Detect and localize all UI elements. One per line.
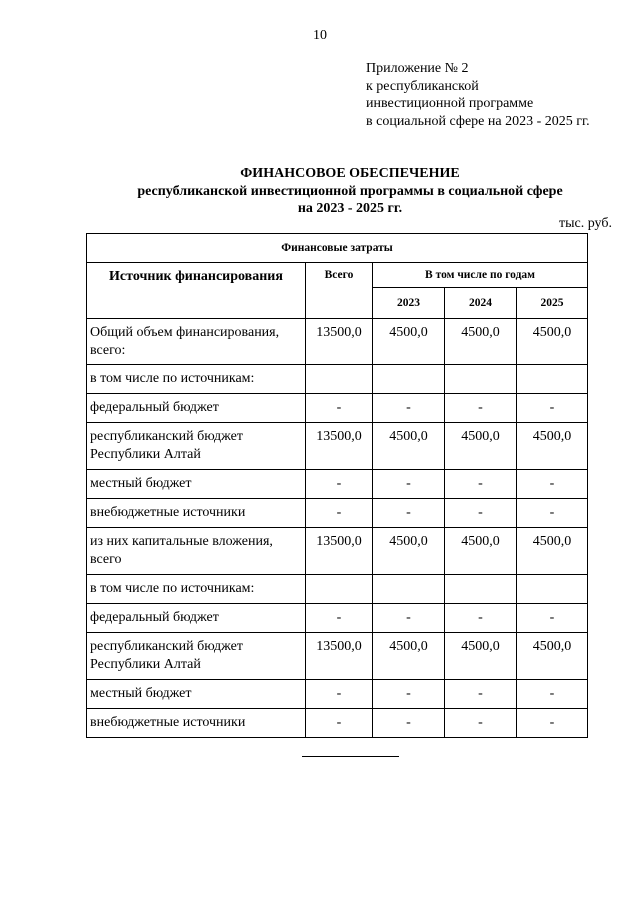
- table-row: [87, 528, 588, 575]
- footer-divider: [302, 756, 399, 757]
- cell-2025: -: [517, 709, 588, 738]
- appendix-note: [366, 60, 590, 130]
- cell-2025: -: [517, 394, 588, 423]
- cell-2023: -: [373, 709, 445, 738]
- page-number: 10: [313, 28, 327, 43]
- cell-2025: 4500,0: [517, 319, 588, 365]
- cell-2023: [373, 365, 445, 394]
- cell-2024: [445, 365, 517, 394]
- table-row: [87, 575, 588, 604]
- cell-2025: 4500,0: [517, 633, 588, 680]
- cell-2024: -: [445, 499, 517, 528]
- cell-2023: 4500,0: [373, 633, 445, 680]
- row-label: из них капитальные вложения, всего: [87, 528, 306, 575]
- cell-total: 13500,0: [306, 423, 373, 470]
- row-label: республиканский бюджет Республики Алтай: [87, 423, 306, 470]
- cell-2023: -: [373, 394, 445, 423]
- appendix-line: инвестиционной программе: [366, 96, 534, 111]
- table-row: [87, 365, 588, 394]
- cell-2024: 4500,0: [445, 423, 517, 470]
- cell-total: 13500,0: [306, 528, 373, 575]
- cell-2024: 4500,0: [445, 319, 517, 365]
- table-row: [87, 319, 588, 365]
- cell-2025: -: [517, 604, 588, 633]
- row-label: местный бюджет: [87, 470, 306, 499]
- cell-2023: 4500,0: [373, 423, 445, 470]
- row-label: республиканский бюджет Республики Алтай: [87, 633, 306, 680]
- cell-2024: -: [445, 680, 517, 709]
- cell-total: -: [306, 499, 373, 528]
- row-label: местный бюджет: [87, 680, 306, 709]
- cell-2023: -: [373, 604, 445, 633]
- financing-table: [86, 233, 588, 738]
- table-row: [87, 709, 588, 738]
- appendix-line: к республиканской: [366, 78, 479, 94]
- cell-2025: -: [517, 470, 588, 499]
- cell-2024: 4500,0: [445, 528, 517, 575]
- title-line-1: ФИНАНСОВОЕ ОБЕСПЕЧЕНИЕ: [240, 166, 460, 181]
- table-row: [87, 499, 588, 528]
- cell-2025: [517, 575, 588, 604]
- header-by-years: В том числе по годам: [373, 263, 588, 288]
- table-row: [87, 423, 588, 470]
- cell-2025: -: [517, 680, 588, 709]
- cell-total: -: [306, 604, 373, 633]
- header-total: Всего: [306, 263, 373, 319]
- cell-2025: -: [517, 499, 588, 528]
- cell-total: 13500,0: [306, 319, 373, 365]
- table-row: [87, 604, 588, 633]
- cell-total: -: [306, 709, 373, 738]
- header-costs: Финансовые затраты: [87, 234, 588, 263]
- cell-2023: [373, 575, 445, 604]
- title-line-3: на 2023 - 2025 гг.: [297, 201, 403, 216]
- cell-2023: 4500,0: [373, 319, 445, 365]
- cell-2024: -: [445, 394, 517, 423]
- header-year-2025: 2025: [517, 288, 588, 319]
- cell-2024: -: [445, 709, 517, 738]
- cell-2025: [517, 365, 588, 394]
- cell-2023: -: [373, 499, 445, 528]
- row-label: в том числе по источникам:: [87, 575, 306, 604]
- cell-total: -: [306, 470, 373, 499]
- cell-total: [306, 575, 373, 604]
- table-body: [87, 319, 588, 738]
- appendix-line: в социальной сфере на 2023 - 2025 гг.: [366, 113, 590, 129]
- cell-2024: 4500,0: [445, 633, 517, 680]
- cell-2024: -: [445, 604, 517, 633]
- table-row: [87, 470, 588, 499]
- table-row: [87, 633, 588, 680]
- units-label: тыс. руб.: [559, 216, 612, 231]
- row-label: федеральный бюджет: [87, 394, 306, 423]
- cell-total: [306, 365, 373, 394]
- title-line-2: республиканской инвестиционной программы в социальной сфере: [137, 183, 563, 199]
- cell-total: -: [306, 394, 373, 423]
- cell-2025: 4500,0: [517, 528, 588, 575]
- table-row: [87, 394, 588, 423]
- header-year-2023: 2023: [373, 288, 445, 319]
- row-label: в том числе по источникам:: [87, 365, 306, 394]
- cell-2025: 4500,0: [517, 423, 588, 470]
- table-row: [87, 680, 588, 709]
- row-label: внебюджетные источники: [87, 709, 306, 738]
- appendix-line: Приложение № 2: [366, 61, 469, 76]
- cell-total: 13500,0: [306, 633, 373, 680]
- row-label: федеральный бюджет: [87, 604, 306, 633]
- header-source: Источник финансирования: [87, 263, 306, 319]
- cell-total: -: [306, 680, 373, 709]
- header-year-2024: 2024: [445, 288, 517, 319]
- cell-2023: -: [373, 470, 445, 499]
- cell-2023: 4500,0: [373, 528, 445, 575]
- document-title: [60, 165, 640, 218]
- row-label: Общий объем финансирования, всего:: [87, 319, 306, 365]
- row-label: внебюджетные источники: [87, 499, 306, 528]
- cell-2024: [445, 575, 517, 604]
- cell-2023: -: [373, 680, 445, 709]
- cell-2024: -: [445, 470, 517, 499]
